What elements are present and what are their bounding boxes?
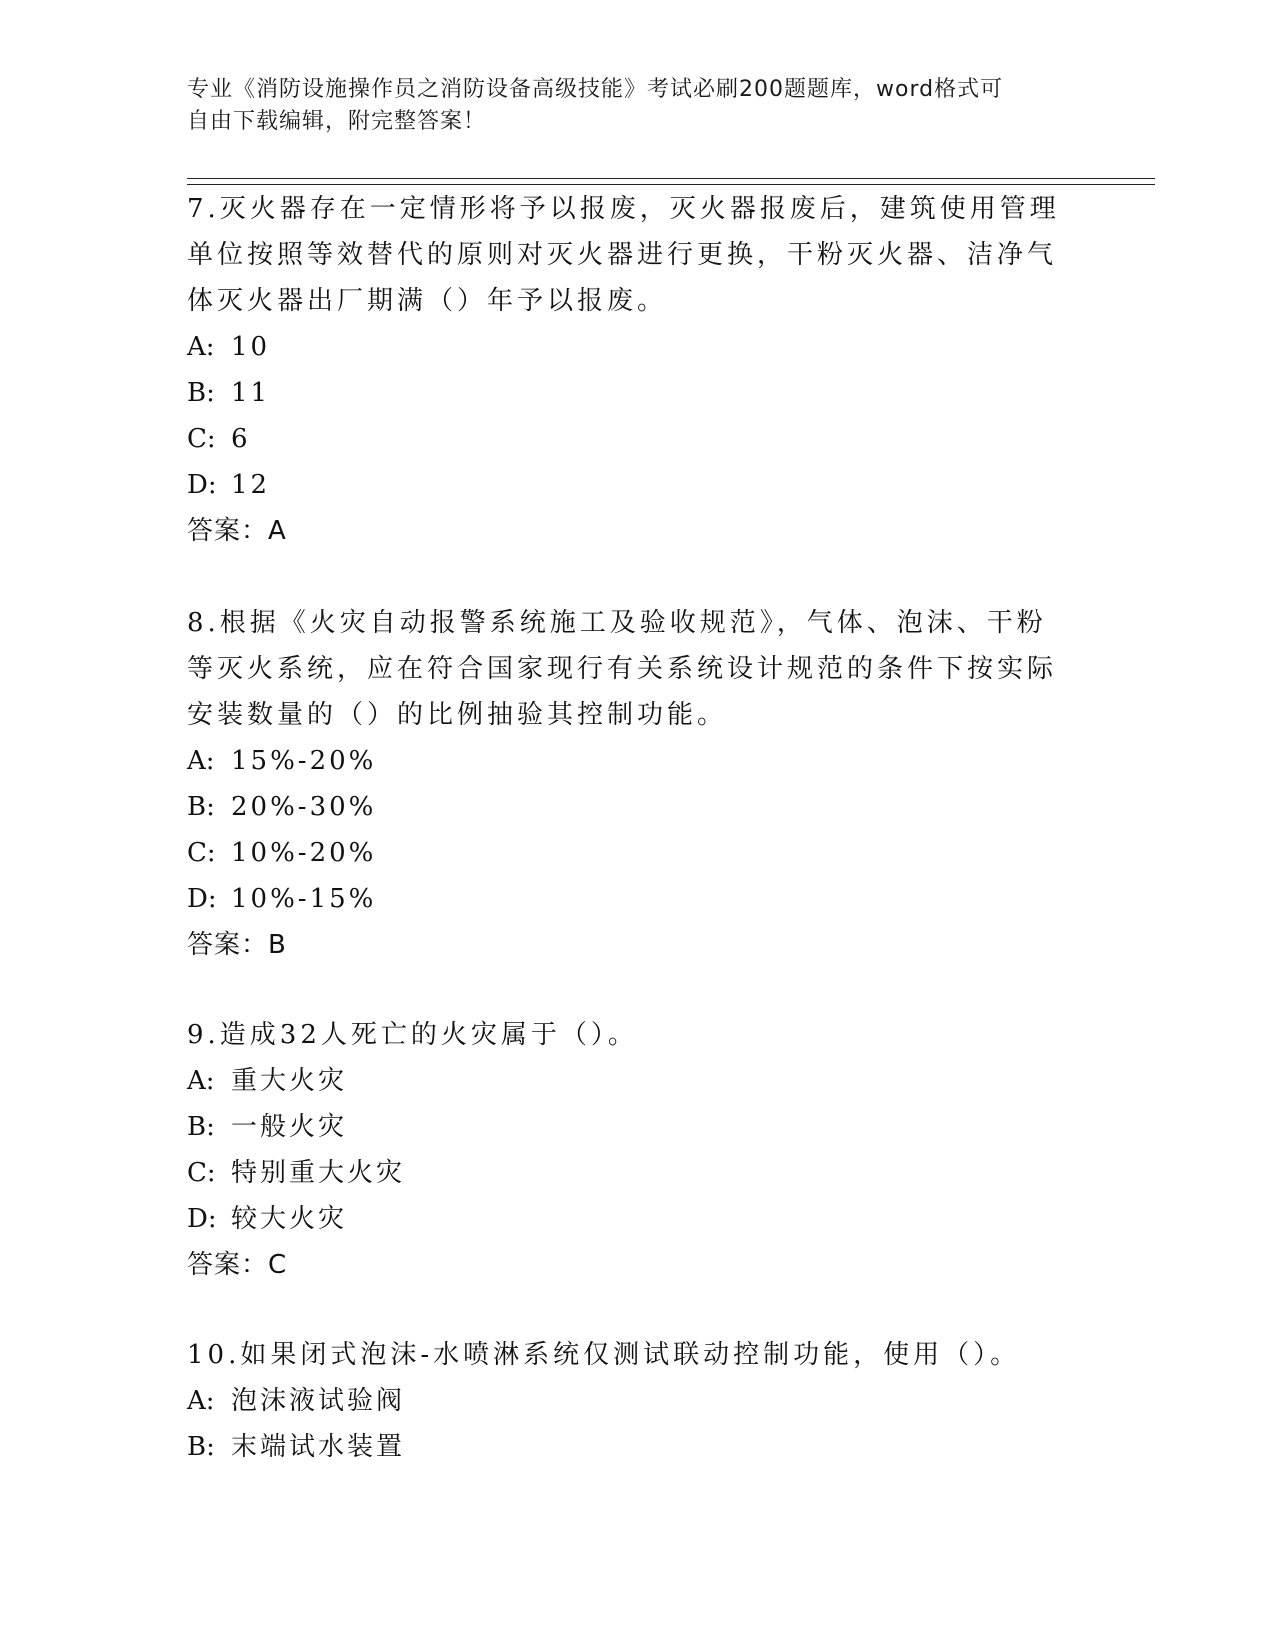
question-7 (187, 186, 1067, 554)
option-label: B: (187, 378, 215, 408)
option-text: 20%-30% (231, 792, 377, 822)
option-text: 末端试水装置 (231, 1432, 406, 1462)
option-label: D: (187, 470, 217, 500)
answer-line: 答案：A (187, 516, 287, 546)
question-10 (187, 1332, 1067, 1470)
option-label: C: (187, 424, 216, 454)
option-d (187, 462, 1067, 508)
option-label: C: (187, 838, 216, 868)
option-c (187, 830, 1067, 876)
answer-line: 答案：C (187, 1250, 288, 1280)
option-text: 泡沫液试验阀 (231, 1386, 406, 1416)
option-a (187, 738, 1067, 784)
option-text: 一般火灾 (231, 1112, 348, 1142)
option-text: 10%-20% (231, 838, 377, 868)
option-label: A: (187, 1386, 215, 1416)
option-b (187, 1424, 1067, 1470)
question-stem: 10.如果闭式泡沫-水喷淋系统仅测试联动控制功能，使用（）。 (187, 1340, 1021, 1370)
option-b (187, 784, 1067, 830)
option-text: 11 (231, 378, 271, 408)
option-label: A: (187, 1066, 215, 1096)
question-9 (187, 1012, 1067, 1288)
option-label: D: (187, 884, 217, 914)
option-label: D: (187, 1204, 217, 1234)
option-text: 12 (231, 470, 271, 500)
question-stem: 7.灭火器存在一定情形将予以报废，灭火器报废后，建筑使用管理单位按照等效替代的原则对灭火器进行更换，干粉灭火器、洁净气体灭火器出厂期满（）年予以报废。 (187, 194, 1060, 316)
option-label: A: (187, 746, 215, 776)
option-text: 6 (231, 424, 251, 454)
option-a (187, 324, 1067, 370)
document-header (187, 74, 1057, 138)
header-line-1: 专业《消防设施操作员之消防设备高级技能》考试必刷200题题库，word格式可 (187, 77, 1004, 102)
option-d (187, 876, 1067, 922)
option-label: A: (187, 332, 215, 362)
option-text: 10%-15% (231, 884, 377, 914)
option-label: B: (187, 792, 215, 822)
option-label: B: (187, 1112, 215, 1142)
option-b (187, 370, 1067, 416)
header-divider-top (187, 178, 1155, 179)
question-stem: 8.根据《火灾自动报警系统施工及验收规范》，气体、泡沫、干粉等灭火系统，应在符合国家现行有关系统设计规范的条件下按实际安装数量的（）的比例抽验其控制功能。 (187, 608, 1058, 730)
option-b (187, 1104, 1067, 1150)
header-divider-bottom (187, 184, 1155, 185)
option-text: 15%-20% (231, 746, 377, 776)
option-label: C: (187, 1158, 216, 1188)
option-d (187, 1196, 1067, 1242)
option-c (187, 416, 1067, 462)
option-c (187, 1150, 1067, 1196)
question-stem: 9.造成32人死亡的火灾属于（）。 (187, 1020, 638, 1050)
option-a (187, 1058, 1067, 1104)
option-text: 特别重大火灾 (231, 1158, 406, 1188)
option-label: B: (187, 1432, 215, 1462)
option-text: 较大火灾 (231, 1204, 348, 1234)
answer-line: 答案：B (187, 930, 287, 960)
option-a (187, 1378, 1067, 1424)
header-line-2: 自由下载编辑，附完整答案！ (187, 109, 487, 134)
option-text: 10 (231, 332, 271, 362)
question-8 (187, 600, 1067, 968)
option-text: 重大火灾 (231, 1066, 348, 1096)
